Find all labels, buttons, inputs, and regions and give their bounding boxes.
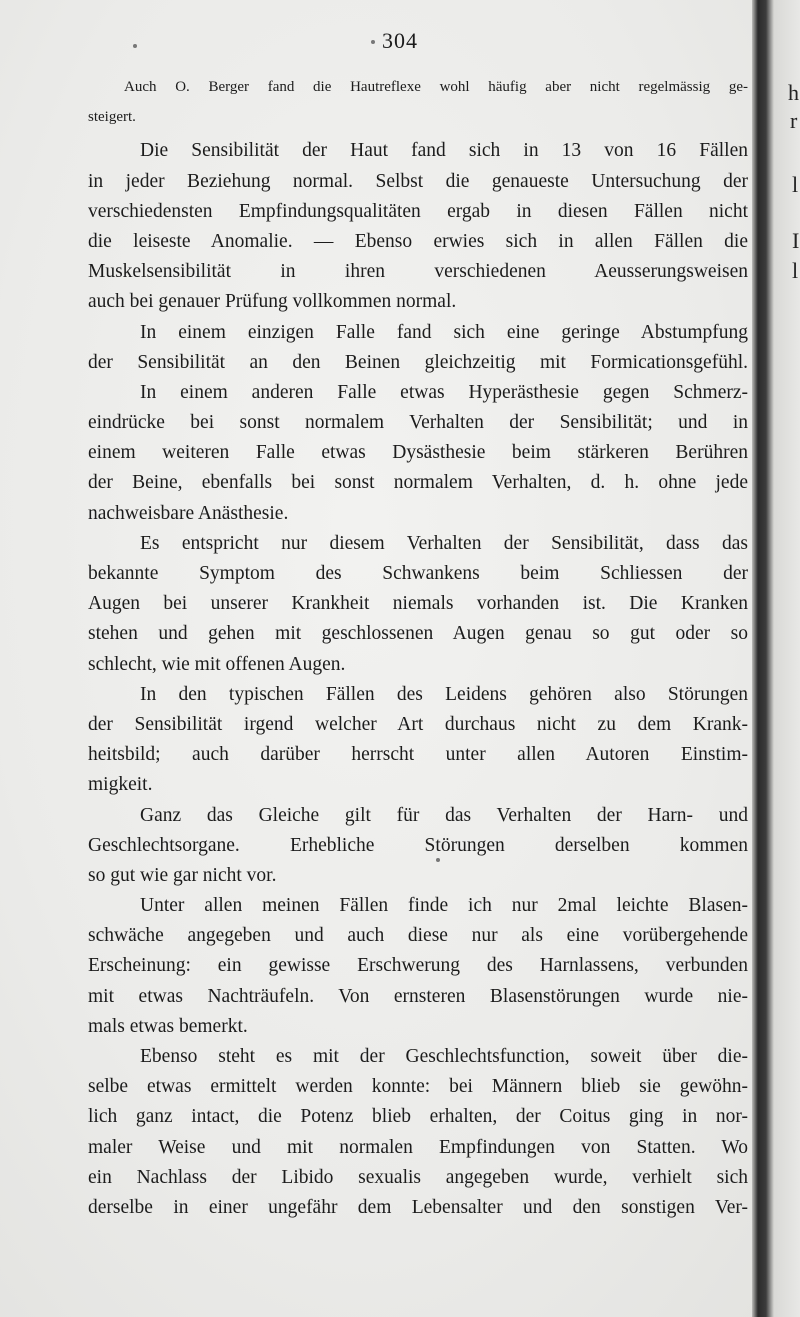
text-line: Es entspricht nur diesem Verhalten der Sensibilität, dass das <box>140 532 748 554</box>
text-line: mit etwas Nachträufeln. Von ernsteren Blasenstörungen wurde nie- <box>88 985 748 1007</box>
next-page-edge-letter: h <box>788 80 799 105</box>
text-line: In einem einzigen Falle fand sich eine geringe Abstumpfung <box>140 321 748 343</box>
text-line: auch bei genauer Prüfung vollkommen normal. <box>88 291 457 313</box>
text-line: Ebenso steht es mit der Geschlechtsfunction, soweit über die- <box>140 1046 748 1067</box>
text-line: der Sensibilität irgend welcher Art durchaus nicht zu dem Krank- <box>88 713 748 735</box>
text-line: heitsbild; auch darüber herrscht unter allen Autoren Einstim- <box>88 744 748 766</box>
text-line: Unter allen meinen Fällen finde ich nur 2mal leichte Blasen- <box>140 895 748 917</box>
text-line: maler Weise und mit normalen Empfindungen von Statten. Wo <box>88 1136 748 1158</box>
text-line: stehen und gehen mit geschlossenen Augen genau so gut oder so <box>88 623 748 645</box>
text-line: der Sensibilität an den Beinen gleichzeitig mit Formicationsgefühl. <box>88 351 748 373</box>
text-line: bekannte Symptom des Schwankens beim Schliessen der <box>88 563 748 584</box>
text-line: Erscheinung: ein gewisse Erschwerung des Harnlassens, verbunden <box>88 955 748 977</box>
footnote-line: steigert. <box>88 109 136 126</box>
page-number: 304 <box>382 28 418 53</box>
text-line: so gut wie gar nicht vor. <box>88 864 277 886</box>
text-line: einem weiteren Falle etwas Dysästhesie beim stärkeren Berühren <box>88 442 748 464</box>
text-line: verschiedensten Empfindungsqualitäten ergab in diesen Fällen nicht <box>88 200 748 222</box>
next-page-edge-letter: l <box>792 172 799 197</box>
footnote-line: Auch O. Berger fand die Hautreflexe wohl häufig aber nicht regelmässig ge- <box>124 79 748 95</box>
text-line: mals etwas bemerkt. <box>88 1015 248 1037</box>
text-line: In einem anderen Falle etwas Hyperästhesie gegen Schmerz- <box>140 381 748 403</box>
text-line: die leiseste Anomalie. — Ebenso erwies sich in allen Fällen die <box>88 230 748 252</box>
text-line: ein Nachlass der Libido sexualis angegeben wurde, verhielt sich <box>88 1166 748 1188</box>
next-page-edge-letter: I <box>792 228 800 253</box>
text-line: selbe etwas ermittelt werden konnte: bei Männern blieb sie gewöhn- <box>88 1076 748 1098</box>
text-line: Muskelsensibilität in ihren verschiedenen Aeusserungsweisen <box>88 261 748 283</box>
text-line: eindrücke bei sonst normalem Verhalten der Sensibilität; und in <box>88 412 748 434</box>
text-line: Ganz das Gleiche gilt für das Verhalten der Harn- und <box>140 804 748 826</box>
text-line: schwäche angegeben und auch diese nur als eine vorübergehende <box>88 925 748 947</box>
text-line: Geschlechtsorgane. Erhebliche Störungen derselben kommen <box>88 834 748 856</box>
next-page-edge-letter: r <box>790 108 798 133</box>
text-line: nachweisbare Anästhesie. <box>88 502 289 524</box>
next-page-edge-letter: l <box>792 258 799 283</box>
text-line: der Beine, ebenfalls bei sonst normalem Verhalten, d. h. ohne jede <box>88 472 748 494</box>
text-line: migkeit. <box>88 774 153 796</box>
text-line: Die Sensibilität der Haut fand sich in 13 von 16 Fällen <box>140 140 748 162</box>
text-line: lich ganz intact, die Potenz blieb erhalten, der Coitus ging in nor- <box>88 1106 748 1128</box>
text-line: In den typischen Fällen des Leidens gehören also Störungen <box>140 683 748 705</box>
text-line: in jeder Beziehung normal. Selbst die genaueste Untersuchung der <box>88 170 748 192</box>
text-line: schlecht, wie mit offenen Augen. <box>88 653 346 675</box>
text-line: derselbe in einer ungefähr dem Lebensalter und den sonstigen Ver- <box>88 1196 748 1218</box>
text-line: Augen bei unserer Krankheit niemals vorhanden ist. Die Kranken <box>88 593 748 615</box>
body-text <box>88 76 748 1223</box>
